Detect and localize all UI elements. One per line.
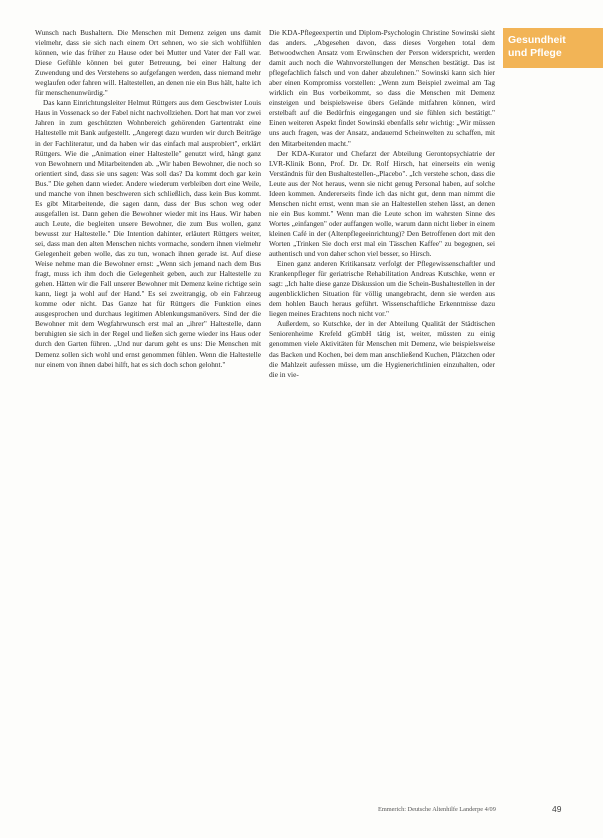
section-label-line2: und Pflege	[508, 47, 562, 59]
paragraph: Einen ganz anderen Kritikansatz verfolgt der Pflegewissenschaftler und Krankenpfleger für geriatrische Rehabilitation Andreas Kutschke, wenn er sagt: „Ich halte diese ganze Diskussion um die Schein-Bushaltestellen in der augenblicklichen Situation für völlig unangebracht, denn sie werden aus dem hohlen Bauch heraus geführt. Wissenschaftliche Erkenntnisse dazu liegen meines Erachtens noch nicht vor."	[269, 259, 495, 319]
section-tab	[503, 28, 603, 68]
right-column	[269, 28, 495, 380]
page-number: 49	[552, 804, 562, 814]
paragraph: Außerdem, so Kutschke, der in der Abteilung Qualität der Städtischen Seniorenheime Krefeld gGmbH tätig ist, weiter, müssten zu einig genommen viele Aktivitäten für Menschen mit Demenz, wie beispielsweise das Backen und Kochen, bei dem man anschließend Kuchen, Plätzchen oder die Mahlzeit aufessen müsse, um die Hygienerichtlinien einzuhalten, oder die in vie-	[269, 319, 495, 379]
paragraph: Wunsch nach Bushaltern. Die Menschen mit Demenz zeigen uns damit vielmehr, dass sie sich nach einem Ort sehnen, wo sie sich wohlfühlen können, wie das früher zu Hause oder bei Mutter und Vater der Fall war. Diese Gefühle können bei guter Betreuung, bei einer Haltung der Zuwendung und des Verstehens so aufgefangen werden, dass niemand mehr weglaufen oder fahren will. Haltestellen, an denen nie ein Bus hält, halte ich für menschenunwürdig."	[35, 28, 261, 98]
footer-publication: Emmerich: Deutsche Altenhilfe Landerpe 4/09	[378, 806, 496, 813]
section-label-line1: Gesundheit	[508, 34, 566, 46]
paragraph: Die KDA-Pflegeexpertin und Diplom-Psychologin Christine Sowinski sieht das anders. „Abgesehen davon, dass dieses Vorgehen total dem Betwoodwchen Ansatz vom Erwünschen der Person widerspricht, werden damit auch noch die Wahnvorstellungen der Menschen bestätigt. Das ist pflegefachlich falsch und von daher abzulehnen." Sowinski kann sich hier aber einen Kompromiss vorstellen: „Wenn zum Beispiel zweimal am Tag wirklich ein Bus vorbeikommt, so dass die Menschen mit Demenz einsteigen und beispielsweise übers Gelände mitfahren können, wird erstelbaft auf die Bedürfnis eingegangen und sie fühlen sich bestätigt." Einen weiteren Aspekt findet Sowinski ebenfalls sehr wichtig: „Wir müssen uns auch fragen, was der Ansatz, andauernd Scheinwelten zu schaffen, mit den Mitarbeitenden macht."	[269, 28, 495, 148]
left-column	[35, 28, 261, 370]
paragraph: Der KDA-Kurator und Chefarzt der Abteilung Gerontopsychiatrie der LVR-Klinik Bonn, Prof. Dr. Dr. Rolf Hirsch, hat einerseits ein wenig Verständnis für den Bushaltestellen-„Placebo". „Ich verstehe schon, dass die Leute aus der Not heraus, wenn sie nicht genug Personal haben, auf solche Ideen kommen. Andererseits finde ich das nicht gut, denn man nimmt die Menschen nicht ernst, wenn man sie an Haltestellen stehen lässt, an denen nie ein Bus kommt." Wenn man die Leute schon im wahrsten Sinne des Wortes „einfangen" oder auffangen wolle, warum dann nicht lieber in einem kleinen Café in der (Altenpflegeeinrichtung)? Den Betroffenen dort mit den Worten „Trinken Sie doch erst mal ein Tässchen Kaffee" zu begegnen, sei authentisch und von daher schon viel besser, so Hirsch.	[269, 148, 495, 259]
paragraph: Das kann Einrichtungsleiter Helmut Rüttgers aus dem Gescbwister Louis Haus in Vossenack so der Fabel nicht nachvollziehen. Dort hat man vor zwei Jahren in zum geschützten Wohnbereich gehörenden Gartentrakt eine Haltestelle mit Bank aufgestellt. „Angeregt dazu wurden wir durch Beiträge in der Fachliteratur, und da haben wir das einfach mal ausprobiert", erklärt Rüttgers. Wie die „Animation einer Haltestelle" genutzt wird, hängt ganz von Bewohnern und Mitarbeitenden ab. „Wir haben Bewohner, die noch so orientiert sind, dass sie uns sagen: Was soll das? Da kommt doch gar kein Bus." Die gehen dann wieder. Andere wiederum verbleiben dort eine Weile, und manche von ihnen beschweren sich schließlich, dass kein Bus kommt. Es gibt Mitarbeitende, die sagen dann, dass der Bus schon weg oder ausgefallen ist. Dann gehen die Bewohner wieder mit ins Haus. Wir haben auch Leute, die begleiten unsere Bewohner, die zum Bus wollen, ganz bewusst zur Haltestelle." Die Intention dahinter, erläutert Rüttgers weiter, sei, dass man den alten Menschen nichts vormache, sondern ihnen vielmehr Gelegenheit geben wolle, das zu tun, wonach ihnen gerade ist. Auf diese Weise nehme man die Bewohner ernst: „Wenn sich jemand nach dem Bus fragt, muss ich ihm doch die Gelegenheit geben, auch zur Haltestelle zu gehen. Hätten wir die Fall unserer Bewohner mit Demenz keine richtige sein kann, liegt ja wohl auf der Hand." Es sei zweitrangig, ob ein Fahrzeug komme oder nicht. Das Ganze hat für Rüttgers die Funktion eines ausgesprochen und durchaus legitimen Ablenkungsmanövers. Sind der die Bewohner mit dem Wegfahrwunsch erst mal an „ihrer" Haltestelle, dann beruhigten sie sich in der Regel und ließen sich gerne wieder ins Haus oder durch den Garten führen. „Und nur darum geht es uns: Die Menschen mit Demenz sollen sich wohl und ernst genommen fühlen. Wenn die Haltestelle nur einem von ihnen dabei hilft, hat es sich doch schon gelohnt."	[35, 98, 261, 369]
